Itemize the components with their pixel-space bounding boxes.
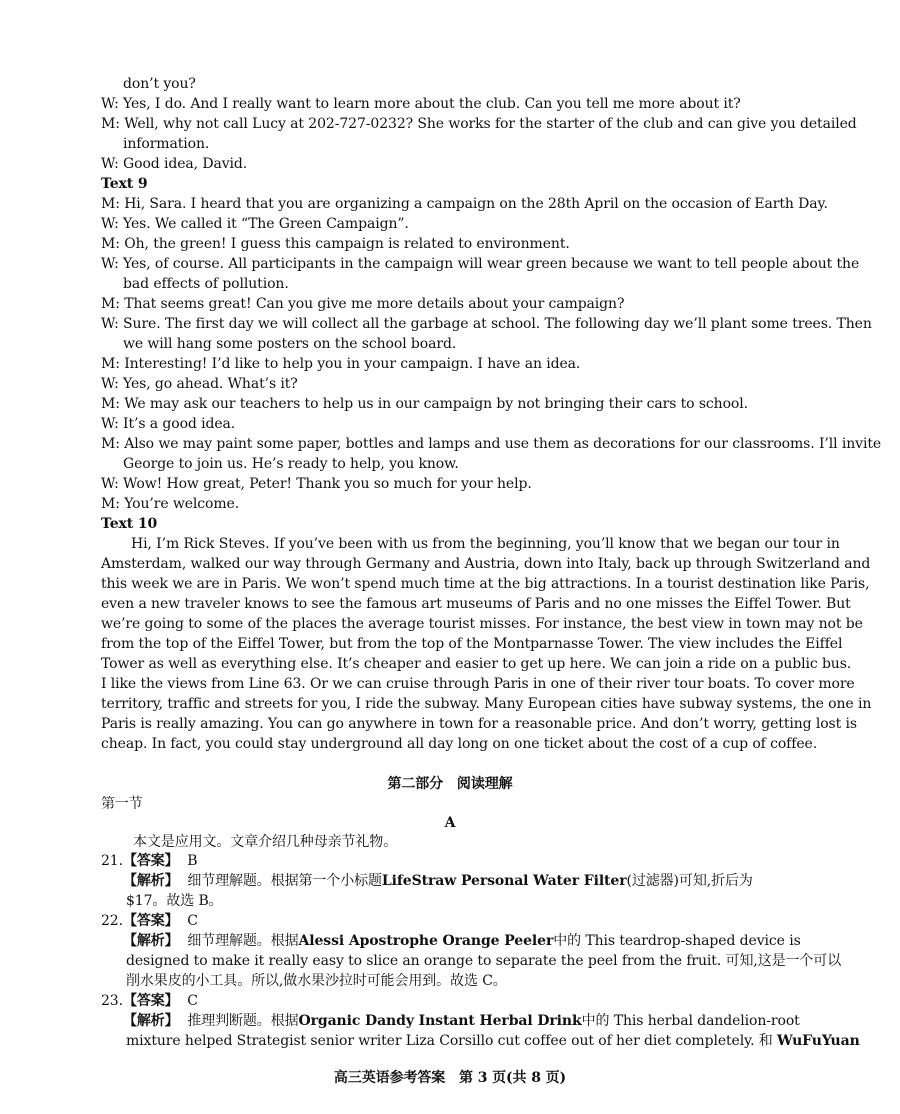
dialogue-line: M: We may ask our teachers to help us in our campaign by not bringing their cars to school. bbox=[101, 396, 748, 412]
dialogue-line: bad effects of pollution. bbox=[123, 276, 289, 292]
part2-title: 第二部分 阅读理解 bbox=[387, 776, 513, 792]
dialogue-line: W: Yes, of course. All participants in the campaign will wear green because we want to tell people about the bbox=[101, 256, 860, 272]
q23-analysis-line-2 bbox=[126, 1031, 860, 1051]
product-name: Alessi Apostrophe Orange Peeler bbox=[298, 933, 554, 949]
product-name: WuFuYuan bbox=[777, 1033, 860, 1049]
product-name: Organic Dandy Instant Herbal Drink bbox=[298, 1013, 582, 1029]
monologue-line: Paris is really amazing. You can go anywhere in town for a reasonable price. And don’t worry, getting lost is bbox=[101, 716, 857, 732]
q22-analysis-line-3: 削水果皮的小工具。所以,做水果沙拉时可能会用到。故选 C。 bbox=[126, 973, 507, 989]
q23-analysis-line bbox=[123, 1011, 799, 1031]
passage-letter: A bbox=[444, 815, 456, 831]
dialogue-line: M: Hi, Sara. I heard that you are organizing a campaign on the 28th April on the occasion of Earth Day. bbox=[101, 196, 828, 212]
monologue-line: from the top of the Eiffel Tower, but from the top of the Montparnasse Tower. The view includes the Eiffel bbox=[101, 636, 843, 652]
dialogue-line: George to join us. He’s ready to help, you know. bbox=[123, 456, 459, 472]
question-number: 22. bbox=[101, 913, 123, 929]
answer-label: 【答案】 bbox=[122, 913, 179, 929]
q22-analysis-line bbox=[123, 931, 799, 951]
analysis-text: (过滤器)可知,折后为 bbox=[626, 873, 753, 889]
question-number: 23. bbox=[101, 993, 123, 1009]
dialogue-line: don’t you? bbox=[123, 76, 196, 92]
dialogue-line: W: It’s a good idea. bbox=[101, 416, 236, 432]
monologue-line: we’re going to some of the places the average tourist misses. For instance, the best view in town may not be bbox=[101, 616, 863, 632]
dialogue-line: M: Oh, the green! I guess this campaign is related to environment. bbox=[101, 236, 570, 252]
analysis-text: 细节理解题。根据第一个小标题 bbox=[187, 873, 382, 889]
monologue-line: territory, traffic and streets for you, I ride the subway. Many European cities have subway systems, the one in bbox=[101, 696, 872, 712]
dialogue-line: W: Sure. The first day we will collect all the garbage at school. The following day we’ll plant some trees. Then bbox=[101, 316, 872, 332]
passage-intro: 本文是应用文。文章介绍几种母亲节礼物。 bbox=[133, 834, 398, 850]
answer-value: C bbox=[187, 913, 198, 929]
monologue-line: even a new traveler knows to see the famous art museums of Paris and no one misses the Eiffel Tower. But bbox=[101, 596, 851, 612]
question-number: 21. bbox=[101, 853, 123, 869]
product-name: LifeStraw Personal Water Filter bbox=[381, 873, 627, 889]
text10-heading: Text 10 bbox=[101, 516, 158, 532]
analysis-label: 【解析】 bbox=[123, 873, 179, 889]
answer-value: C bbox=[187, 993, 198, 1009]
answer-label: 【答案】 bbox=[122, 853, 179, 869]
analysis-label: 【解析】 bbox=[123, 933, 179, 949]
page-footer: 高三英语参考答案 第 3 页(共 8 页) bbox=[333, 1070, 567, 1086]
dialogue-line: M: Interesting! I’d like to help you in your campaign. I have an idea. bbox=[101, 356, 581, 372]
q23-answer-line bbox=[101, 991, 799, 1011]
monologue-line: Hi, I’m Rick Steves. If you’ve been with us from the beginning, you’ll know that we began our tour in bbox=[131, 536, 840, 552]
dialogue-line: W: Wow! How great, Peter! Thank you so much for your help. bbox=[101, 476, 532, 492]
dialogue-line: W: Good idea, David. bbox=[101, 156, 248, 172]
dialogue-line: M: Also we may paint some paper, bottles and lamps and use them as decorations for our classrooms. I’ll invite bbox=[101, 436, 882, 452]
q21-analysis-line bbox=[123, 871, 799, 891]
analysis-text: 中的 This herbal dandelion-root bbox=[581, 1013, 800, 1029]
monologue-line: Amsterdam, walked our way through Germany and Austria, down into Italy, back up through Switzerland and bbox=[101, 556, 871, 572]
monologue-line: I like the views from Line 63. Or we can cruise through Paris in one of their river tour boats. To cover more bbox=[101, 676, 855, 692]
q21-answer-line bbox=[101, 851, 799, 871]
dialogue-line: W: Yes, I do. And I really want to learn more about the club. Can you tell me more about it? bbox=[101, 96, 741, 112]
analysis-text: 细节理解题。根据 bbox=[187, 933, 299, 949]
q22-analysis-line-2: designed to make it really easy to slice an orange to separate the peel from the fruit. 可知,这是一个可以 bbox=[126, 953, 842, 969]
analysis-text: mixture helped Strategist senior writer Liza Corsillo cut coffee out of her diet completely. 和 bbox=[126, 1033, 773, 1049]
dialogue-line: M: Well, why not call Lucy at 202-727-0232? She works for the starter of the club and can give you detailed bbox=[101, 116, 857, 132]
section-label: 第一节 bbox=[101, 796, 143, 812]
answer-label: 【答案】 bbox=[122, 993, 179, 1009]
dialogue-line: M: You’re welcome. bbox=[101, 496, 240, 512]
monologue-line: cheap. In fact, you could stay underground all day long on one ticket about the cost of a cup of coffee. bbox=[101, 736, 818, 752]
dialogue-line: W: Yes, go ahead. What’s it? bbox=[101, 376, 298, 392]
monologue-line: this week we are in Paris. We won’t spend much time at the big attractions. In a tourist destination like Paris, bbox=[101, 576, 870, 592]
dialogue-line: we will hang some posters on the school board. bbox=[123, 336, 457, 352]
q22-answer-line bbox=[101, 911, 799, 931]
dialogue-line: M: That seems great! Can you give me more details about your campaign? bbox=[101, 296, 625, 312]
answer-value: B bbox=[187, 853, 198, 869]
analysis-text: 推理判断题。根据 bbox=[187, 1013, 299, 1029]
text9-heading: Text 9 bbox=[101, 176, 148, 192]
monologue-line: Tower as well as everything else. It’s cheaper and easier to get up here. We can join a ride on a public bus. bbox=[101, 656, 852, 672]
dialogue-line: W: Yes. We called it “The Green Campaign”. bbox=[101, 216, 409, 232]
dialogue-line: information. bbox=[123, 136, 210, 152]
q21-analysis-line-2: $17。故选 B。 bbox=[126, 893, 223, 909]
analysis-text: 中的 This teardrop-shaped device is bbox=[553, 933, 801, 949]
analysis-label: 【解析】 bbox=[123, 1013, 179, 1029]
